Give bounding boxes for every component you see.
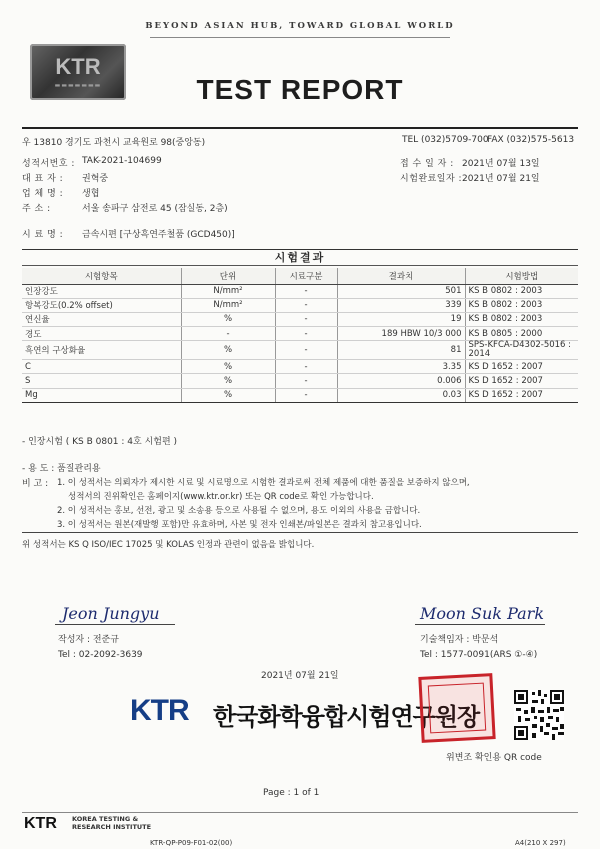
manager-signature-line <box>415 624 545 625</box>
cell-value: 189 HBW 10/3 000 <box>337 327 465 341</box>
cell-method: KS D 1652 : 2007 <box>465 388 578 402</box>
qr-verify-label: 위변조 확인용 QR code <box>446 753 542 763</box>
qr-code-graphic <box>514 690 564 740</box>
cell-method: KS D 1652 : 2007 <box>465 374 578 388</box>
ktr-logo: KTR <box>130 694 189 727</box>
lab-tel: TEL (032)5709-700 <box>402 135 489 145</box>
cell-sample: - <box>275 298 337 312</box>
footer-ktr-logo: KTR <box>24 815 57 832</box>
cell-value: 0.006 <box>337 374 465 388</box>
cell-value: 501 <box>337 284 465 298</box>
cell-unit: % <box>181 312 275 326</box>
cell-unit: % <box>181 341 275 360</box>
cell-sample: - <box>275 312 337 326</box>
cell-unit: % <box>181 360 275 374</box>
table-row <box>22 327 578 341</box>
issue-date: 2021년 07월 21일 <box>261 671 339 681</box>
footer-divider <box>22 812 578 813</box>
footer-institute-line2: RESEARCH INSTITUTE <box>72 823 152 831</box>
remark-1b: 성적서의 진위확인은 홈페이지(www.ktr.or.kr) 또는 QR code로 확인 가능합니다. <box>68 492 374 502</box>
representative: 권혁중 <box>82 174 109 184</box>
author-signature: Jeon Jungyu <box>62 604 160 623</box>
lab-fax: FAX (032)575-5613 <box>487 135 575 145</box>
results-table <box>22 268 578 403</box>
completed-date: 2021년 07월 21일 <box>462 174 540 184</box>
received-date-label: 접 수 일 자 : <box>400 159 454 169</box>
page-number: Page : 1 of 1 <box>263 788 320 798</box>
company-address: 서울 송파구 삼전로 45 (잠실동, 2층) <box>82 204 228 214</box>
seal-text: KTR <box>55 54 101 79</box>
cell-unit: N/mm² <box>181 284 275 298</box>
completed-date-label: 시험완료일자 : <box>400 174 463 184</box>
cell-sample: - <box>275 327 337 341</box>
cell-sample: - <box>275 341 337 360</box>
paper-size: A4(210 X 297) <box>515 839 566 847</box>
table-row <box>22 284 578 298</box>
col-header-item: 시험항목 <box>22 268 181 284</box>
cell-method: KS B 0805 : 2000 <box>465 327 578 341</box>
cell-value: 0.03 <box>337 388 465 402</box>
table-footnote: - 인장시험 ( KS B 0801 : 4호 시험편 ) <box>22 437 178 447</box>
cell-sample: - <box>275 284 337 298</box>
manager-tel: Tel : 1577-0091(ARS ①-④) <box>420 650 538 660</box>
tagline-underline <box>150 37 450 38</box>
seal-stripe: ▬▬▬▬▬▬▬ <box>54 82 102 89</box>
table-row <box>22 374 578 388</box>
report-no-label: 성적서번호 : <box>22 159 75 169</box>
cell-method: KS B 0802 : 2003 <box>465 312 578 326</box>
cell-value: 19 <box>337 312 465 326</box>
sample-label: 시 료 명 : <box>22 230 64 240</box>
remarks-label: 비 고 : <box>22 479 49 489</box>
cell-value: 81 <box>337 341 465 360</box>
cell-method: KS D 1652 : 2007 <box>465 360 578 374</box>
cell-value: 3.35 <box>337 360 465 374</box>
cell-item: Mg <box>22 388 181 402</box>
cell-sample: - <box>275 388 337 402</box>
manager-signature: Moon Suk Park <box>420 604 545 623</box>
manager-role: 기술책임자 : 박문석 <box>420 635 499 645</box>
page-title: TEST REPORT <box>196 74 404 105</box>
table-row <box>22 298 578 312</box>
table-row <box>22 341 578 360</box>
cell-item: 항복강도(0.2% offset) <box>22 298 181 312</box>
results-title: 시험결과 <box>22 249 578 266</box>
table-row <box>22 360 578 374</box>
company-name: 생협 <box>82 189 100 199</box>
cell-unit: - <box>181 327 275 341</box>
col-header-value: 결과치 <box>337 268 465 284</box>
cell-item: 경도 <box>22 327 181 341</box>
remark-3: 3. 이 성적서는 원본(재발행 포함)만 유효하며, 사본 및 전자 인쇄본/파일본은 결과치 참고용입니다. <box>57 520 422 530</box>
cell-sample: - <box>275 360 337 374</box>
received-date: 2021년 07월 13일 <box>462 159 540 169</box>
author-role: 작성자 : 전준규 <box>58 635 119 645</box>
address-label: 주 소 : <box>22 204 51 214</box>
company-label: 업 체 명 : <box>22 189 64 199</box>
col-header-unit: 단위 <box>181 268 275 284</box>
cell-unit: % <box>181 388 275 402</box>
cell-value: 339 <box>337 298 465 312</box>
official-seal-stamp <box>418 673 495 743</box>
form-code: KTR-QP-P09-F01-02(00) <box>150 839 233 847</box>
cell-unit: % <box>181 374 275 388</box>
author-tel: Tel : 02-2092-3639 <box>58 650 143 660</box>
col-header-method: 시험방법 <box>465 268 578 284</box>
cell-item: 흑연의 구상화율 <box>22 341 181 360</box>
col-header-sample: 시료구분 <box>275 268 337 284</box>
cell-item: 인장강도 <box>22 284 181 298</box>
table-row <box>22 312 578 326</box>
sample-name: 금속시편 [구상흑연주철품 (GCD450)] <box>82 230 235 240</box>
table-row <box>22 388 578 402</box>
cell-item: S <box>22 374 181 388</box>
qr-code[interactable] <box>514 690 564 740</box>
cell-item: C <box>22 360 181 374</box>
cell-method: KS B 0802 : 2003 <box>465 298 578 312</box>
purpose: - 용 도 : 품질관리용 <box>22 464 101 474</box>
footer-institute-line1: KOREA TESTING & <box>72 815 139 823</box>
cell-unit: N/mm² <box>181 298 275 312</box>
org-name-korean: 한국화학융합시험연구원장 <box>213 703 480 731</box>
representative-label: 대 표 자 : <box>22 174 64 184</box>
cell-sample: - <box>275 374 337 388</box>
header-divider <box>22 127 578 129</box>
cell-item: 연신율 <box>22 312 181 326</box>
report-no: TAK-2021-104699 <box>82 156 162 166</box>
accreditation-note: 위 성적서는 KS Q ISO/IEC 17025 및 KOLAS 인정과 관련이 없음을 밝힙니다. <box>22 540 315 550</box>
remark-2: 2. 이 성적서는 홍보, 선전, 광고 및 소송용 등으로 사용될 수 없으며, 용도 이외의 사용을 금합니다. <box>57 506 421 516</box>
cell-method: KS B 0802 : 2003 <box>465 284 578 298</box>
notes-divider <box>22 532 578 533</box>
author-signature-line <box>55 624 175 625</box>
remark-1a: 1. 이 성적서는 의뢰자가 제시한 시료 및 시료명으로 시험한 결과로써 전체 제품에 대한 품질을 보증하지 않으며, <box>57 478 470 488</box>
tagline: BEYOND ASIAN HUB, TOWARD GLOBAL WORLD <box>145 21 455 31</box>
cell-method: SPS-KFCA-D4302-5016 : 2014 <box>465 341 578 360</box>
results-header-row <box>22 268 578 284</box>
lab-address: 우 13810 경기도 과천시 교육원로 98(중앙동) <box>22 138 206 148</box>
